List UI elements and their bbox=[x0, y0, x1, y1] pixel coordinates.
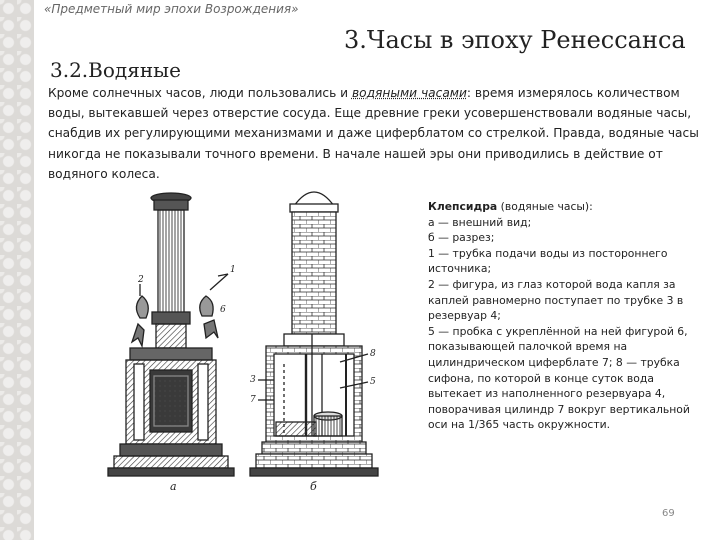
figure-label-5: 5 bbox=[370, 377, 376, 387]
caption-title-line bbox=[428, 199, 710, 215]
body-paragraph bbox=[48, 83, 708, 184]
figure-label-1: 1 bbox=[230, 265, 236, 275]
clepsydra-cross-section bbox=[250, 192, 378, 476]
caption-line: б — разрез; bbox=[428, 231, 495, 245]
page-number: 69 bbox=[662, 508, 675, 519]
body-text-part2: : время измерялось количеством воды, вытекавшей через отверстие сосуда. Еще древние греки усовершенствовали водяные часы, снабдив их регулирующими механизмами и даже циферблатом со стрелкой. Правда, водяные часы никогда не показывали точного времени. В начале нашей эры они приводились в действие от водяного колеса. bbox=[48, 86, 699, 181]
figure-label-3: 3 bbox=[250, 375, 256, 385]
figure-label-2: 2 bbox=[138, 275, 144, 285]
section-subtitle: 3.2.Водяные bbox=[50, 58, 181, 82]
body-text-part1: Кроме солнечных часов, люди пользовались и bbox=[48, 86, 352, 100]
presentation-header: «Предметный мир эпохи Возрождения» bbox=[44, 2, 299, 16]
figure-label-7: 7 bbox=[250, 395, 256, 405]
caption-line: а — внешний вид; bbox=[428, 215, 532, 229]
slide bbox=[34, 0, 720, 540]
figure-label-a: а bbox=[170, 480, 177, 493]
caption-title: Клепсидра bbox=[428, 200, 498, 213]
caption-line: 2 — фигура, из глаз которой вода капля за каплей равномерно поступает по трубке 3 в резервуар 4; bbox=[428, 277, 684, 323]
figure-label-b: б bbox=[310, 480, 317, 493]
body-text-emphasis: водяными часами bbox=[351, 86, 467, 100]
figure-label-6: 6 bbox=[220, 305, 226, 315]
caption-line: 5 — пробка с укреплённой на ней фигурой 6, показывающей палочкой время на цилиндрическом циферблате 7; 8 — трубка сифона, по которой в конце суток вода вытекает из наполненного резервуара 4, поворачивая цилиндр 7 вокруг вертикальной оси на 1/365 часть окружности. bbox=[428, 324, 690, 432]
figure-label-8: 8 bbox=[370, 349, 376, 359]
decorative-side-border bbox=[0, 0, 34, 540]
caption-title-rest: (водяные часы): bbox=[497, 200, 593, 213]
slide-title: 3.Часы в эпоху Ренессанса bbox=[344, 26, 686, 54]
clepsydra-illustration bbox=[78, 184, 434, 524]
clepsydra-external-view bbox=[108, 193, 234, 476]
caption-line: 1 — трубка подачи воды из постороннего источника; bbox=[428, 246, 668, 276]
figure-caption bbox=[428, 199, 710, 433]
